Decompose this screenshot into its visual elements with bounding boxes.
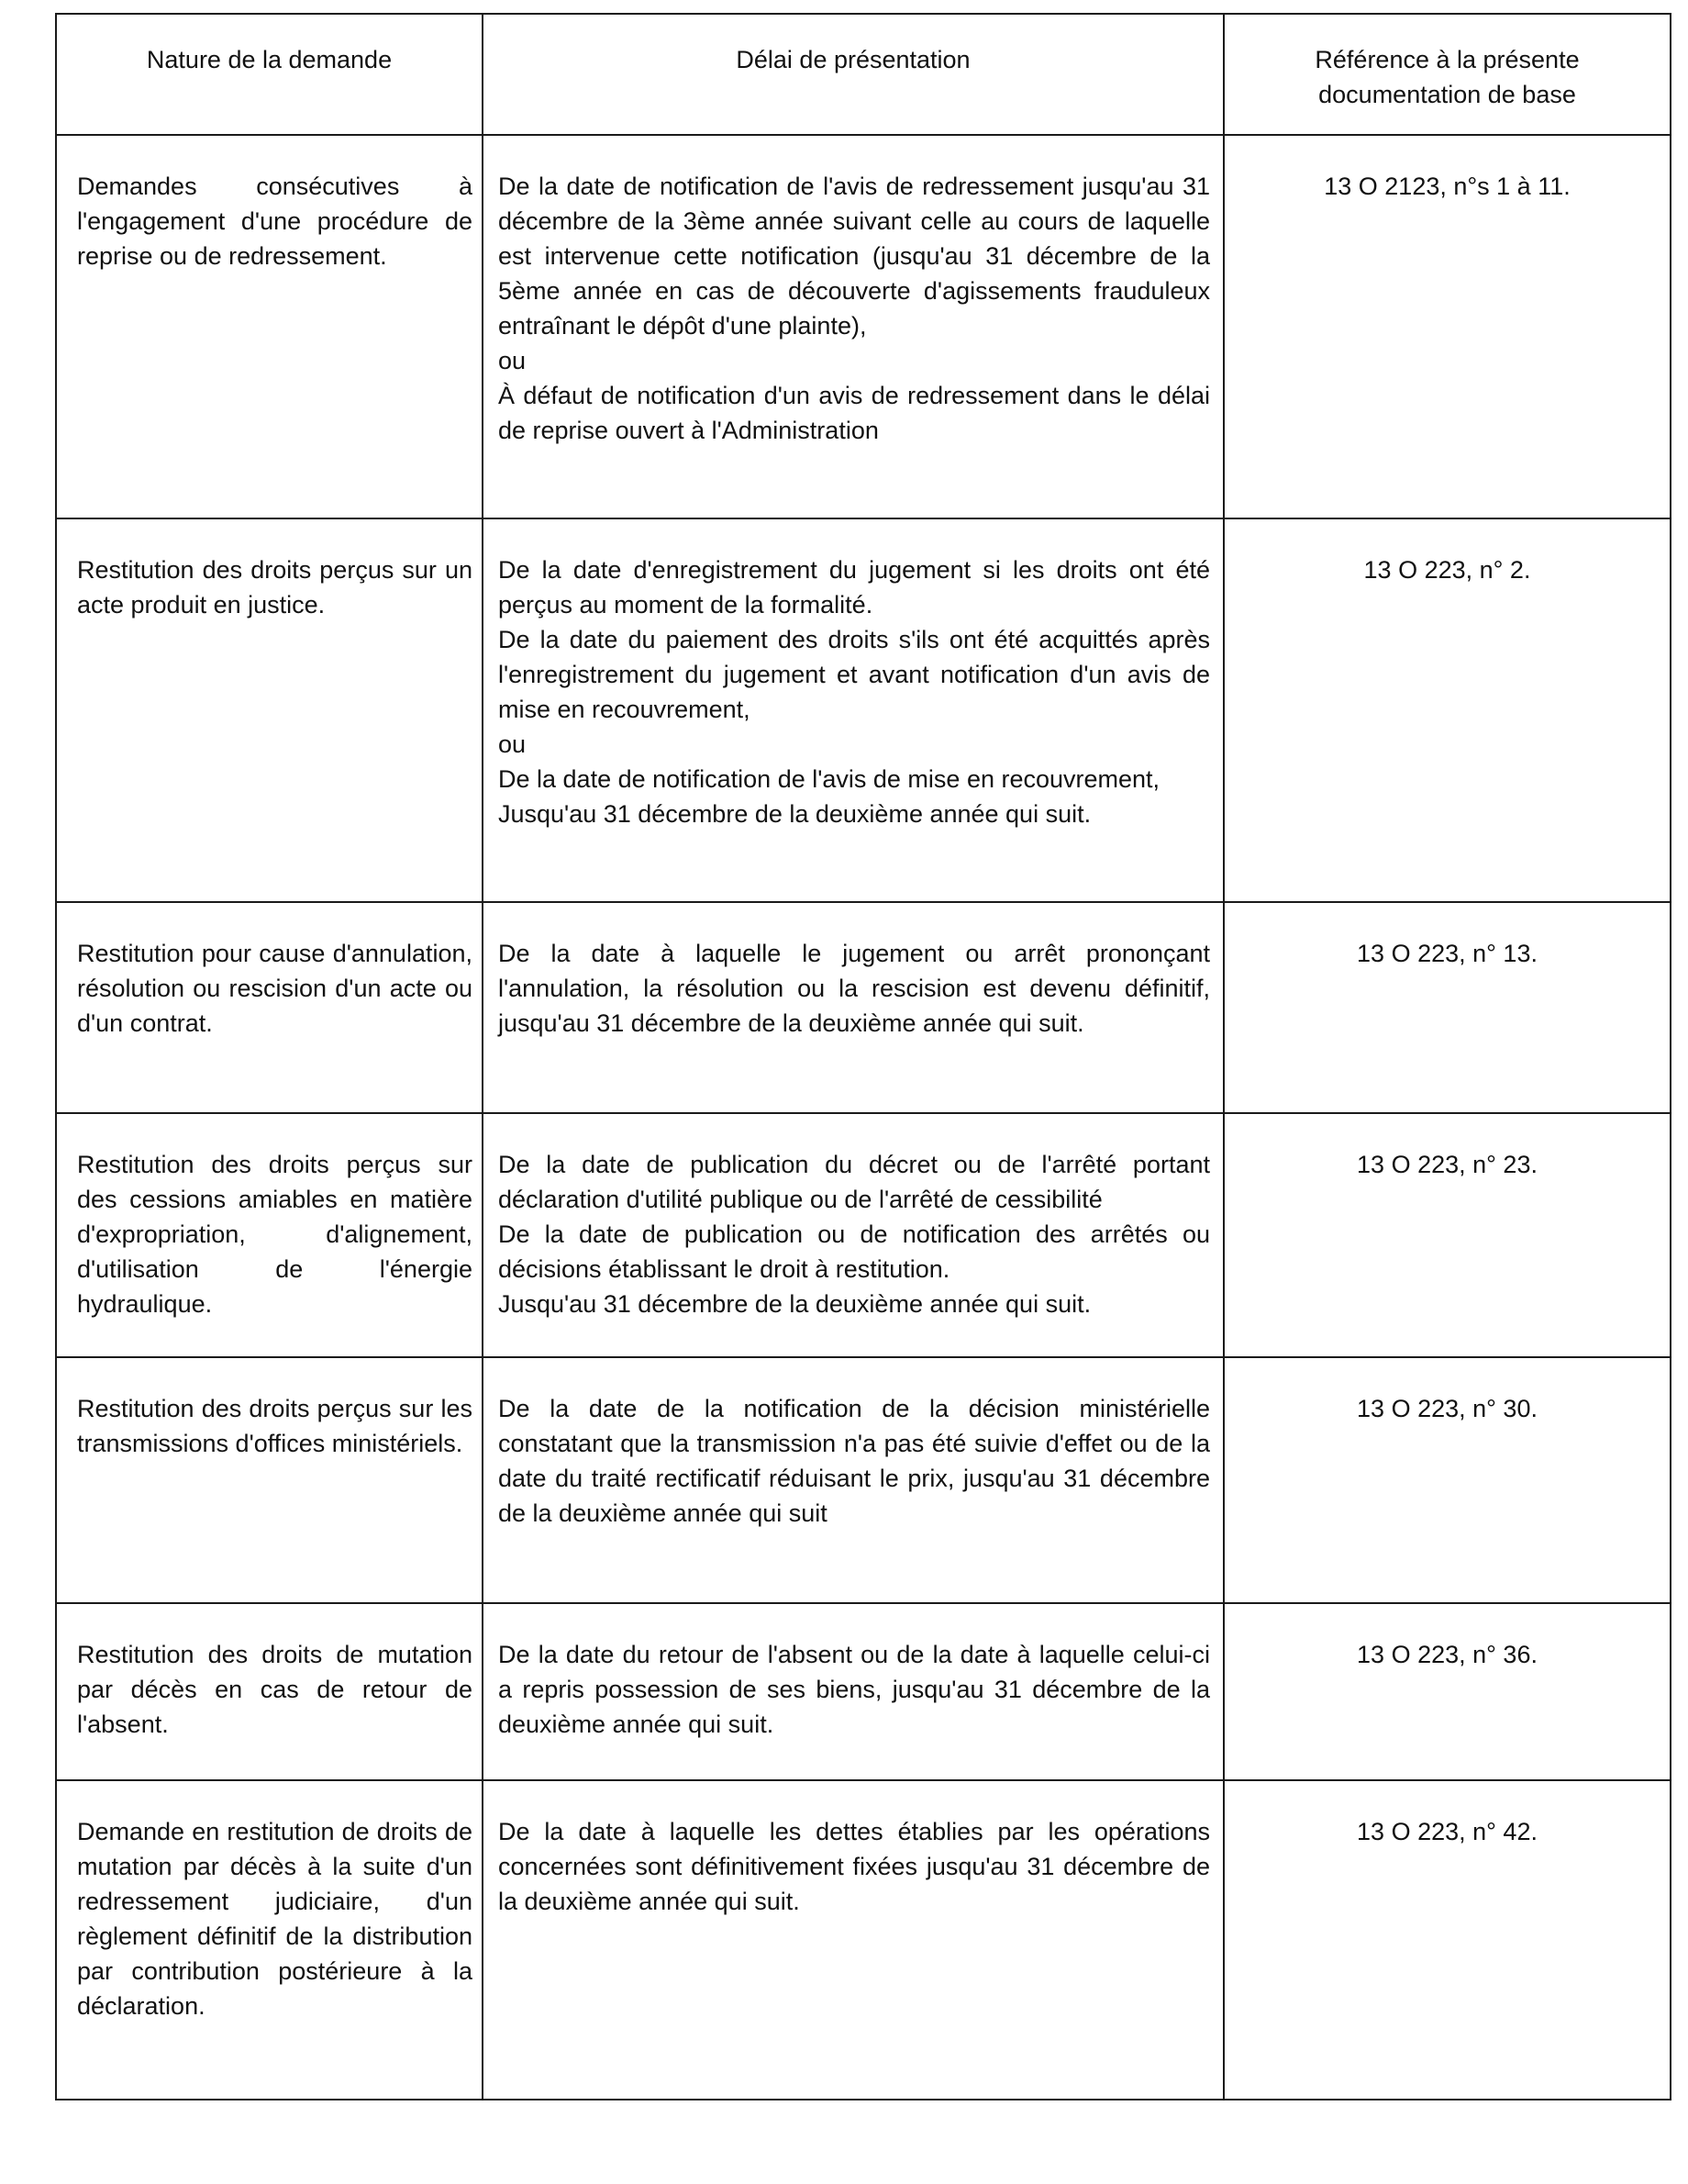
delai-cell xyxy=(483,1357,1224,1603)
reference-cell: 13 O 223, n° 30. xyxy=(1224,1357,1671,1603)
header-nature: Nature de la demande xyxy=(56,14,483,135)
reference-cell: 13 O 223, n° 2. xyxy=(1224,518,1671,902)
delai-paragraph: De la date d'enregistrement du jugement si les droits ont été perçus au moment de la formalité. xyxy=(498,556,1210,618)
delai-cell xyxy=(483,518,1224,902)
delai-paragraph: De la date de notification de l'avis de mise en recouvrement, xyxy=(498,765,1160,793)
table-header xyxy=(56,14,1671,135)
header-delai: Délai de présentation xyxy=(483,14,1224,135)
delai-paragraph: De la date de publication ou de notification des arrêtés ou décisions établissant le droit à restitution. xyxy=(498,1220,1210,1283)
table-row xyxy=(56,1780,1671,2100)
table-row xyxy=(56,135,1671,518)
delai-paragraph: À défaut de notification d'un avis de redressement dans le délai de reprise ouvert à l'Administration xyxy=(498,382,1210,444)
delai-paragraph: De la date de la notification de la décision ministérielle constatant que la transmission n'a pas été suivie d'effet ou de la date du traité rectificatif réduisant le prix, jusqu'au 31 décembre de la deuxième année qui suit xyxy=(498,1395,1210,1527)
delai-paragraph: Jusqu'au 31 décembre de la deuxième année qui suit. xyxy=(498,800,1092,828)
table-row xyxy=(56,902,1671,1113)
delai-paragraph: De la date de notification de l'avis de redressement jusqu'au 31 décembre de la 3ème année suivant celle au cours de laquelle est intervenue cette notification (jusqu'au 31 décembre de la 5ème année en cas de découverte d'agissements frauduleux entraînant le dépôt d'une plainte), xyxy=(498,173,1210,340)
delai-paragraph: De la date du retour de l'absent ou de la date à laquelle celui-ci a repris possession de ses biens, jusqu'au 31 décembre de la deuxième année qui suit. xyxy=(498,1641,1210,1738)
reference-cell: 13 O 223, n° 42. xyxy=(1224,1780,1671,2100)
header-row xyxy=(56,14,1671,135)
nature-cell: Restitution des droits de mutation par décès en cas de retour de l'absent. xyxy=(56,1603,483,1780)
delai-cell xyxy=(483,1780,1224,2100)
delai-paragraph: De la date à laquelle les dettes établies par les opérations concernées sont définitivement fixées jusqu'au 31 décembre de la deuxième année qui suit. xyxy=(498,1818,1210,1915)
reference-cell: 13 O 223, n° 36. xyxy=(1224,1603,1671,1780)
delai-cell xyxy=(483,1603,1224,1780)
header-reference-line1: Référence à la présente xyxy=(1315,46,1580,73)
table-body xyxy=(56,135,1671,2100)
demandes-table xyxy=(55,13,1671,2100)
table-row xyxy=(56,1603,1671,1780)
nature-cell: Restitution des droits perçus sur les transmissions d'offices ministériels. xyxy=(56,1357,483,1603)
nature-cell: Restitution des droits perçus sur des cessions amiables en matière d'expropriation, d'alignement, d'utilisation de l'énergie hydraulique. xyxy=(56,1113,483,1357)
delai-paragraph: ou xyxy=(498,730,527,758)
reference-cell: 13 O 223, n° 23. xyxy=(1224,1113,1671,1357)
delai-cell xyxy=(483,902,1224,1113)
table-row xyxy=(56,1357,1671,1603)
delai-cell xyxy=(483,1113,1224,1357)
delai-paragraph: ou xyxy=(498,347,527,374)
nature-cell: Restitution pour cause d'annulation, résolution ou rescision d'un acte ou d'un contrat. xyxy=(56,902,483,1113)
reference-cell: 13 O 223, n° 13. xyxy=(1224,902,1671,1113)
delai-paragraph: De la date à laquelle le jugement ou arrêt prononçant l'annulation, la résolution ou la rescision est devenu définitif, jusqu'au 31 décembre de la deuxième année qui suit. xyxy=(498,940,1210,1037)
header-reference xyxy=(1224,14,1671,135)
nature-cell: Demande en restitution de droits de mutation par décès à la suite d'un redressement judiciaire, d'un règlement définitif de la distribution par contribution postérieure à la déclaration. xyxy=(56,1780,483,2100)
reference-cell: 13 O 2123, n°s 1 à 11. xyxy=(1224,135,1671,518)
delai-paragraph: De la date de publication du décret ou de l'arrêté portant déclaration d'utilité publique ou de l'arrêté de cessibilité xyxy=(498,1151,1210,1213)
delai-paragraph: De la date du paiement des droits s'ils ont été acquittés après l'enregistrement du jugement et avant notification d'un avis de mise en recouvrement, xyxy=(498,626,1210,723)
table-row xyxy=(56,518,1671,902)
nature-cell: Demandes consécutives à l'engagement d'une procédure de reprise ou de redressement. xyxy=(56,135,483,518)
delai-cell xyxy=(483,135,1224,518)
nature-cell: Restitution des droits perçus sur un acte produit en justice. xyxy=(56,518,483,902)
delai-paragraph: Jusqu'au 31 décembre de la deuxième année qui suit. xyxy=(498,1290,1092,1318)
header-reference-line2: documentation de base xyxy=(1318,81,1576,108)
table-row xyxy=(56,1113,1671,1357)
